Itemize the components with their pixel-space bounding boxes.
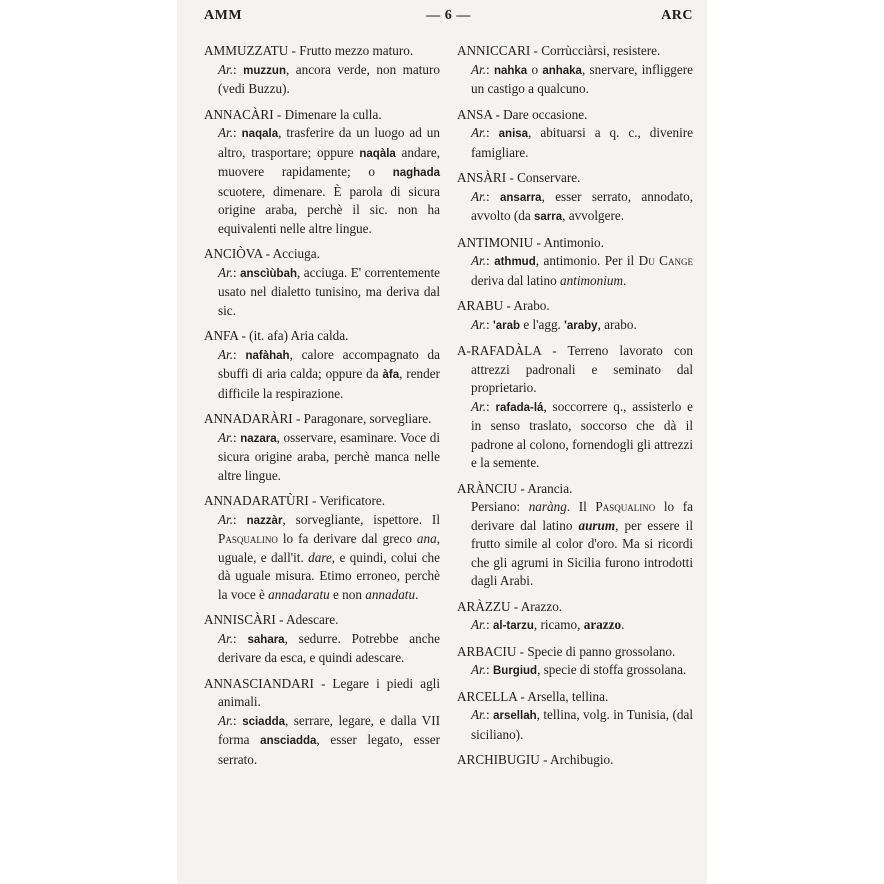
dictionary-entry: [457, 234, 693, 291]
dictionary-page: [177, 0, 707, 884]
dictionary-entry: [457, 42, 693, 99]
entry-etymology: Ar.: sahara, sedurre. Potrebbe anche derivare da esca, e quindi adescare.: [218, 630, 441, 665]
entry-etymology: Ar.: nafàhah, calore accompagnato da sbuffi di aria calda; oppure da àfa, render difficile la respirazione.: [218, 346, 440, 401]
entry-etymology: Ar.: nahka o anhaka, snervare, infliggere un castigo a qualcuno.: [471, 61, 693, 96]
dictionary-entry: [204, 492, 440, 604]
entry-etymology: Ar.: nazara, osservare, esaminare. Voce di sicura origine araba, perchè manca nelle altre lingue.: [218, 429, 440, 483]
dictionary-entry: [457, 688, 693, 745]
entry-etymology: Ar.: rafada-lá, soccorrere q., assisterlo e in senso traslato, soccorso che dà il padrone al colono, fornendogli gli attrezzi e la semente.: [471, 398, 694, 470]
entry-headword: ANNISCÀRI - Adescare.: [204, 612, 339, 627]
dictionary-entry: [204, 327, 440, 403]
dictionary-entry: [457, 297, 693, 335]
entry-headword: ANSA - Dare occasione.: [457, 106, 588, 122]
dictionary-entry: [457, 106, 693, 163]
entry-headword: ARCELLA - Arsella, tellina.: [457, 688, 609, 704]
page-number: — 6 —: [426, 8, 471, 23]
dictionary-entry: [457, 169, 693, 227]
dictionary-entry: [457, 480, 693, 591]
entry-etymology: Ar.: nazzàr, sorvegliante, ispettore. Il Pasqualino lo fa derivare dal greco ana, uguale, e dall'it. dare, e quindi, colui che dà uguale misura. Etimo erroneo, perchè la voce è annadaratu e non annadatu.: [218, 511, 440, 602]
dictionary-entry: [204, 245, 440, 320]
entry-headword: ANTIMONIU - Antimonio.: [457, 234, 604, 250]
entry-headword: ARBACIU - Specie di panno grossolano.: [457, 643, 676, 659]
right-column: [457, 42, 693, 777]
entry-etymology: Ar.: muzzun, ancora verde, non maturo (vedi Buzzu).: [218, 61, 441, 96]
entry-etymology: Ar.: naqala, trasferire da un luogo ad un altro, trasportare; oppure naqàla andare, muovere rapidamente; o naghada scuotere, dimenare. È parola di sicura origine araba, perchè il sic. non ha equivalenti nelle altre lingue.: [218, 125, 440, 236]
entry-headword: ARABU - Arabo.: [457, 298, 550, 313]
entry-etymology: Ar.: al-tarzu, ricamo, arazzo.: [471, 617, 625, 632]
dictionary-entry: [457, 751, 693, 770]
dictionary-entry: [204, 42, 440, 99]
entry-headword: ANNICCARI - Corrùcciàrsi, resistere.: [457, 43, 661, 58]
dictionary-entry: [204, 675, 440, 770]
entry-headword: AMMUZZATU - Frutto mezzo maturo.: [204, 43, 414, 58]
entry-etymology: Ar.: 'arab e l'agg. 'araby, arabo.: [471, 316, 637, 332]
entry-etymology: Ar.: arsellah, tellina, volg. in Tunisia, (dal siciliano).: [471, 707, 694, 742]
entry-headword: ANSÀRI - Conservare.: [457, 170, 581, 185]
entry-headword: ARÀZZU - Arazzo.: [457, 598, 563, 614]
left-column: [204, 42, 440, 776]
dictionary-entry: [457, 598, 693, 636]
entry-headword: ARÀNCIU - Arancia.: [457, 480, 573, 496]
entry-headword: ANNADARÀRI - Paragonare, sorvegliare.: [204, 411, 432, 426]
dictionary-entry: [204, 106, 440, 239]
entry-headword: ARCHIBUGIU - Archibugio.: [457, 752, 614, 767]
entry-etymology: Ar.: ansarra, esser serrato, annodato, avvolto (da sarra, avvolgere.: [471, 188, 693, 223]
entry-etymology: Ar.: anscìùbah, acciuga. E' correntemente usato nel dialetto tunisino, ma deriva dal sic.: [218, 264, 440, 318]
dictionary-entry: [457, 342, 693, 473]
entry-etymology: Persiano: naràng. Il Pasqualino lo fa derivare dal latino aurum, per essere il frutto simile al color d'oro. Ma si ricordi che gli agrumi in Sicilia furono introdotti dagli Arabi.: [471, 499, 693, 588]
dictionary-entry: [204, 611, 440, 668]
entry-headword: ANNADARATÙRI - Verificatore.: [204, 493, 386, 508]
entry-etymology: Ar.: anisa, abituarsi a q. c., divenire famigliare.: [471, 125, 693, 160]
header-right-guide-word: ARC: [661, 8, 693, 23]
dictionary-entry: [457, 643, 693, 681]
entry-headword: ANNASCIANDARI - Legare i piedi agli animali.: [204, 675, 440, 709]
entry-headword: ANFA - (it. afa) Aria calda.: [204, 328, 349, 343]
entry-headword: A-RAFADÀLA - Terreno lavorato con attrezzi padronali e seminato dal proprietario.: [457, 343, 693, 395]
entry-etymology: Ar.: Burgiud, specie di stoffa grossolana.: [471, 662, 687, 677]
page-header: [204, 8, 693, 30]
entry-etymology: Ar.: sciadda, serrare, legare, e dalla VII forma ansciadda, esser legato, esser serrato.: [218, 712, 440, 767]
entry-headword: ANCIÒVA - Acciuga.: [204, 246, 320, 261]
entry-etymology: Ar.: athmud, antimonio. Per il Du Cange deriva dal latino antimonium.: [471, 253, 693, 288]
dictionary-entry: [204, 410, 440, 485]
entry-headword: ANNACÀRI - Dimenare la culla.: [204, 106, 382, 122]
header-left-guide-word: AMM: [204, 8, 243, 23]
